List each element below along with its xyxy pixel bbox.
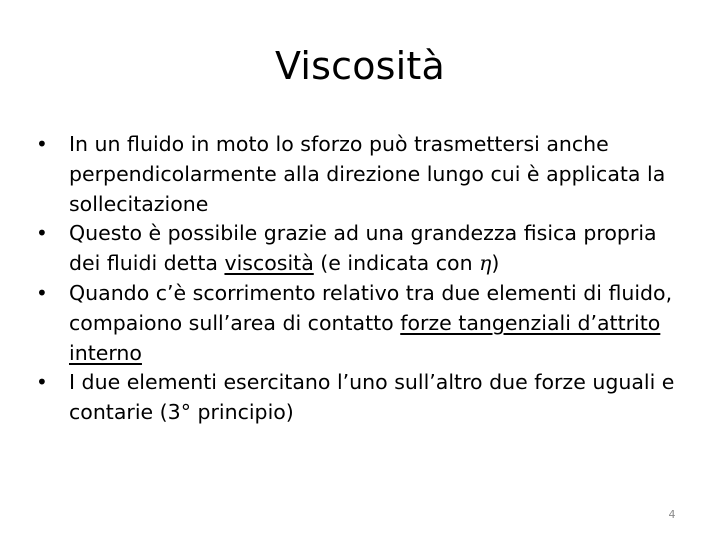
bullet-item-3	[36, 279, 686, 368]
bullet-item-4	[36, 368, 686, 428]
page-number: 4	[668, 508, 676, 521]
bullet-text: Questo è possibile grazie ad una grandezza fisica propria dei fluidi detta	[69, 221, 657, 276]
bullet-icon: •	[36, 370, 48, 395]
underlined-term-viscosita: viscosità	[224, 251, 314, 276]
bullet-item-1	[36, 130, 686, 219]
underlined-term-forze-tangenziali: forze tangenziali d’attrito interno	[69, 310, 661, 365]
eta-symbol: η	[479, 251, 492, 276]
bullet-icon: •	[36, 280, 48, 305]
bullet-item-2	[36, 219, 686, 279]
bullet-text: Quando c’è scorrimento relativo tra due elementi di fluido, compaiono sull’area di contatto	[69, 280, 673, 335]
bullet-text-middle: (e indicata con	[313, 251, 480, 276]
slide-title: Viscosità	[275, 44, 445, 88]
bullet-text: In un fluido in moto lo sforzo può trasmettersi anche perpendicolarmente alla direzione lungo cui è applicata la sollecitazione	[69, 132, 666, 216]
bullet-text-after: )	[491, 251, 500, 276]
bullet-text: I due elementi esercitano l’uno sull’altro due forze uguali e contarie (3° principio)	[69, 370, 675, 425]
bullet-icon: •	[36, 221, 48, 246]
bullet-list	[36, 130, 686, 428]
bullet-icon: •	[36, 132, 48, 156]
